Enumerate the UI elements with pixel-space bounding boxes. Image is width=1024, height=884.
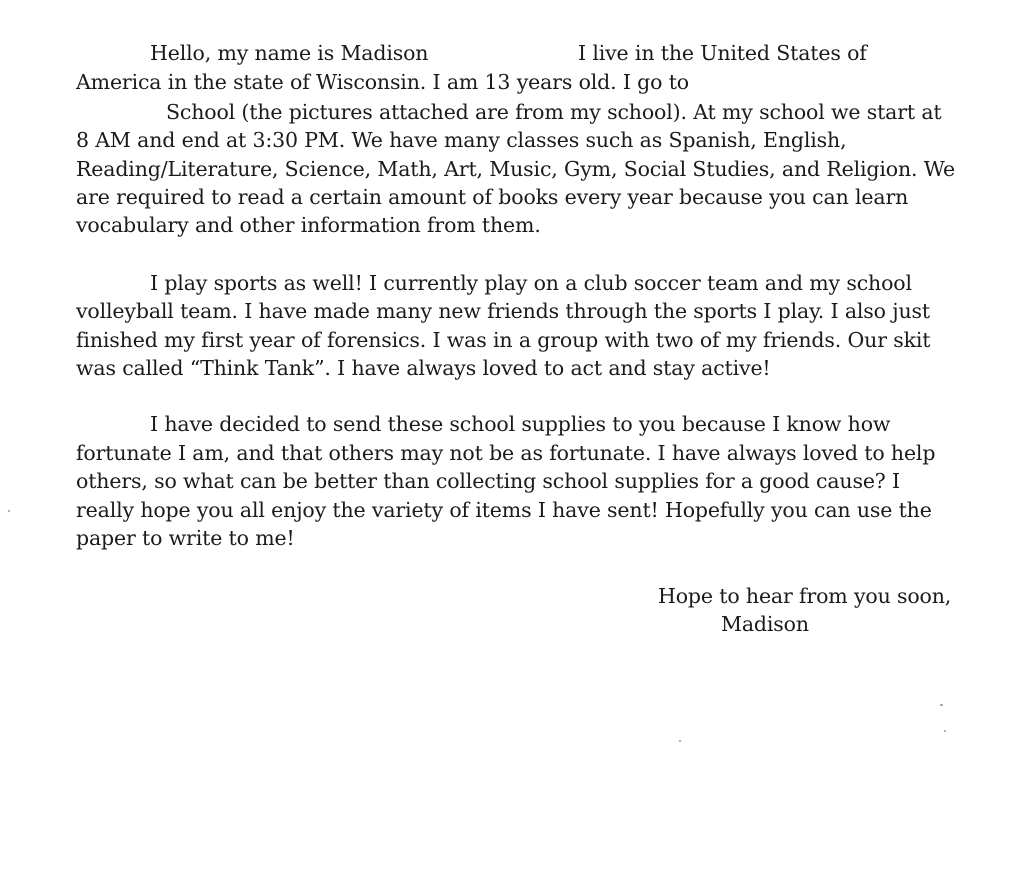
paragraph-1-line-2: America in the state of Wisconsin. I am 13 years old. I go to bbox=[76, 70, 689, 94]
paragraph-1-line-6: are required to read a certain amount of books every year because you can learn bbox=[76, 185, 909, 209]
scan-speck bbox=[944, 730, 946, 732]
paragraph-2-line-3: finished my first year of forensics. I was in a group with two of my friends. Our skit bbox=[76, 328, 931, 352]
paragraph-1-line-5: Reading/Literature, Science, Math, Art, Music, Gym, Social Studies, and Religion. We bbox=[76, 157, 956, 181]
paragraph-2-line-1: I play sports as well! I currently play on a club soccer team and my school bbox=[150, 271, 912, 295]
paragraph-1-line-4: 8 AM and end at 3:30 PM. We have many classes such as Spanish, English, bbox=[76, 128, 847, 152]
paragraph-2-line-2: volleyball team. I have made many new friends through the sports I play. I also just bbox=[76, 299, 930, 323]
paragraph-1-line-1a: Hello, my name is Madison bbox=[150, 41, 429, 65]
paragraph-1-line-3: School (the pictures attached are from my school). At my school we start at bbox=[166, 100, 942, 124]
paragraph-1-line-1b: I live in the United States of bbox=[578, 41, 867, 65]
scan-speck bbox=[8, 510, 10, 512]
closing-line: Hope to hear from you soon, bbox=[658, 584, 952, 608]
paragraph-2-line-4: was called “Think Tank”. I have always loved to act and stay active! bbox=[76, 356, 771, 380]
paragraph-3-line-1: I have decided to send these school supplies to you because I know how bbox=[150, 412, 891, 436]
paragraph-3-line-4: really hope you all enjoy the variety of items I have sent! Hopefully you can use the bbox=[76, 498, 932, 522]
paragraph-3-line-5: paper to write to me! bbox=[76, 526, 295, 550]
paragraph-3-line-2: fortunate I am, and that others may not be as fortunate. I have always loved to help bbox=[76, 441, 936, 465]
scan-speck bbox=[679, 740, 681, 742]
signature: Madison bbox=[721, 612, 809, 636]
paragraph-3-line-3: others, so what can be better than collecting school supplies for a good cause? I bbox=[76, 469, 900, 493]
paragraph-1-line-7: vocabulary and other information from them. bbox=[76, 213, 541, 237]
scan-speck bbox=[940, 704, 943, 706]
